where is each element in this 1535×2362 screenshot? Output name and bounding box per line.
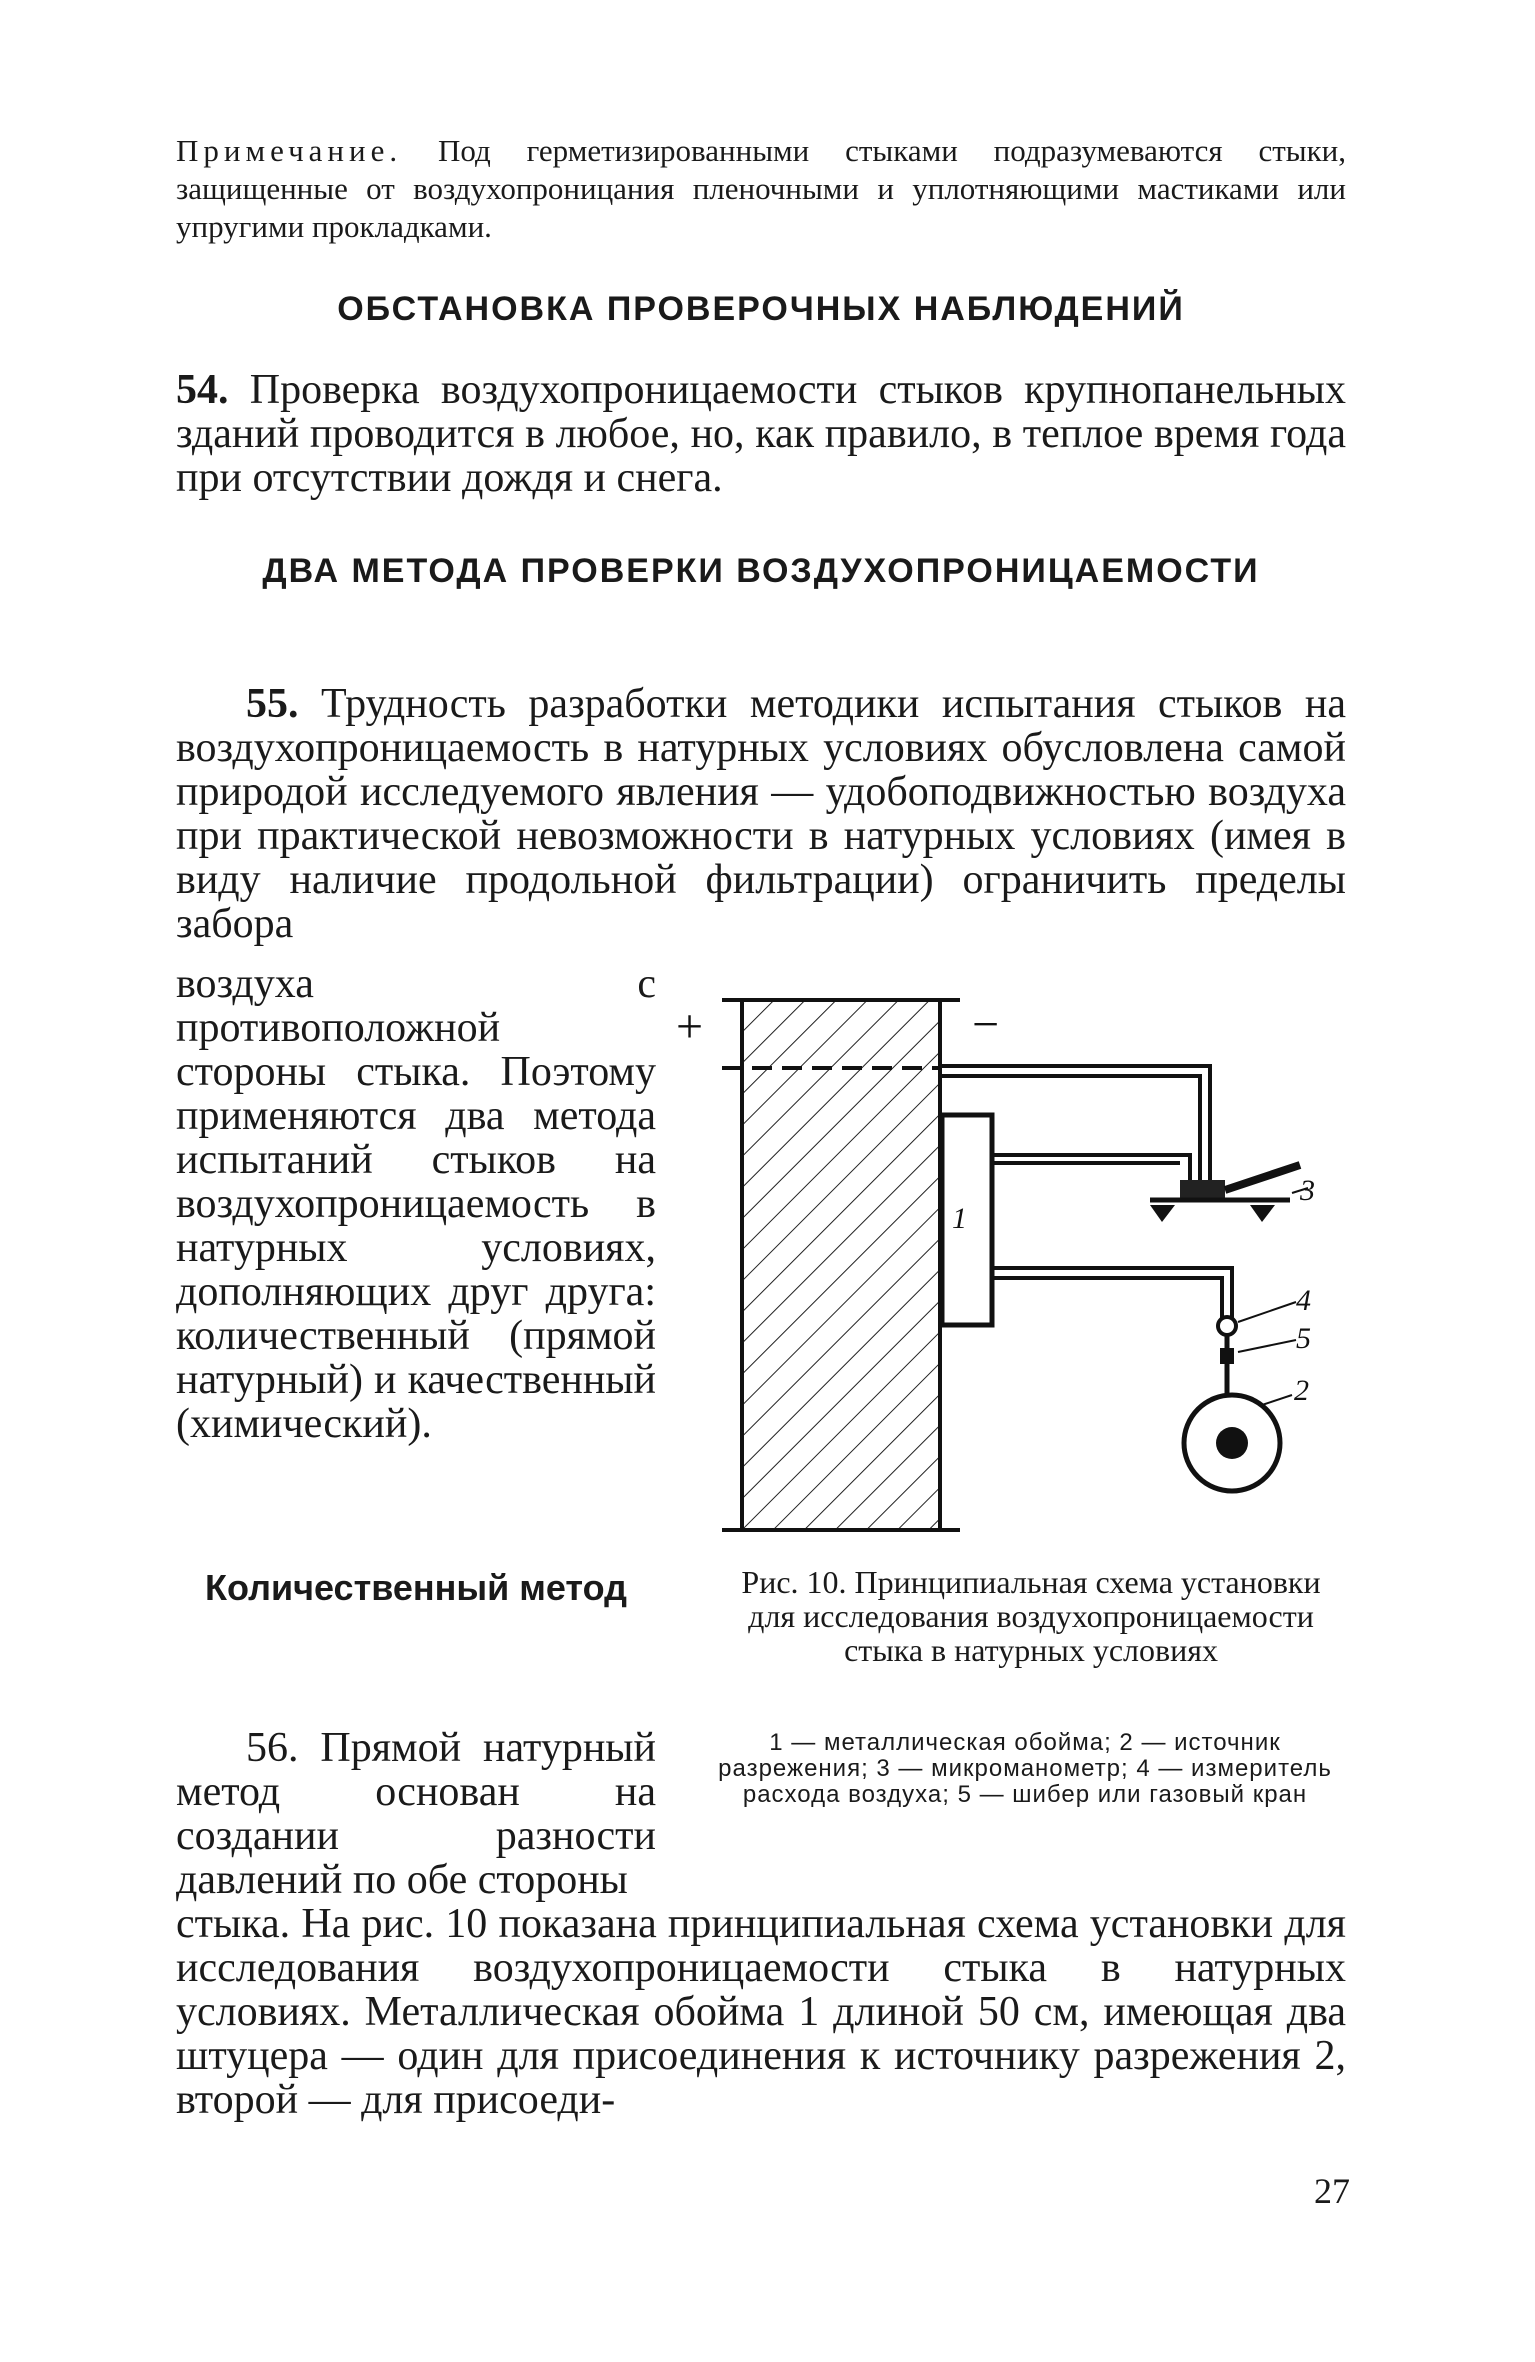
- minus-sign: −: [972, 998, 1000, 1051]
- subsection-heading-quantitative: Количественный метод: [205, 1567, 627, 1608]
- paragraph-56-continued: стыка. На рис. 10 показана принципиальная схема установки для исследования воздухопроницаемости стыка в натурных условиях. Металлическая обойма 1 длиной 50 см, имеющая два штуцера — один для присоединения к источнику разрежения 2, второй — для присоеди-: [176, 1901, 1346, 2123]
- figure-legend: 1 — металлическая обойма; 2 — источник разрежения; 3 — микроманометр; 4 — измеритель расхода воздуха; 5 — шибер или газовый кран: [718, 1729, 1332, 1808]
- micromanometer: [1150, 1165, 1300, 1222]
- paragraph-56-wrapped: [176, 1726, 656, 1902]
- note-text: Под герметизированными стыками подразумеваются стыки, защищенные от воздухопроницания пленочными и уплотняющими мастиками или упругими прокладками.: [176, 133, 1347, 244]
- paragraph-55-text: Трудность разработки методики испытания стыков на воздухопроницаемость в натурных условиях обусловлена самой природой исследуемого явления — удобоподвижностью воздуха при практической невозможности в натурных условиях (имея в виду наличие продольной фильтрации) ограничить пределы забора: [176, 681, 1346, 947]
- plus-sign: +: [676, 1000, 704, 1053]
- label-1: 1: [952, 1202, 967, 1235]
- label-5: 5: [1296, 1322, 1311, 1355]
- paragraph-56-wrap-text: Прямой натурный метод основан на создании разности давлений по обе стороны: [176, 1725, 656, 1903]
- section-heading-two-methods: ДВА МЕТОДА ПРОВЕРКИ ВОЗДУХОПРОНИЦАЕМОСТИ: [262, 552, 1260, 590]
- gas-valve: [1220, 1348, 1234, 1364]
- pipe-clamp-manometer: [992, 1155, 1190, 1185]
- label-2: 2: [1294, 1374, 1309, 1407]
- label-4: 4: [1296, 1284, 1311, 1317]
- paragraph-54-number: 54.: [176, 367, 229, 413]
- paragraph-55-wrapped: воздуха с противоположной стороны стыка. Поэтому применяются два метода испытаний стыков на воздухопроницаемость в натурных условиях, дополняющих друг друга: количественный (прямой натурный) и качественный (химический).: [176, 961, 656, 1447]
- section-heading-observations: ОБСТАНОВКА ПРОВЕРОЧНЫХ НАБЛЮДЕНИЙ: [337, 290, 1185, 328]
- paragraph-55-number: 55.: [246, 681, 299, 727]
- air-flow-meter: [1218, 1317, 1236, 1335]
- wall-section: [742, 1000, 940, 1530]
- label-3: 3: [1300, 1174, 1315, 1207]
- figure-caption: Рис. 10. Принципиальная схема установки для исследования воздухопроницаемости стыка в натурных условиях: [741, 1564, 1321, 1668]
- paragraph-54-text: Проверка воздухопроницаемости стыков крупнопанельных зданий проводится в любое, но, как правило, в теплое время года при отсутствии дождя и снега.: [176, 367, 1346, 501]
- paragraph-56-number: 56.: [246, 1725, 299, 1771]
- note-lead: Примечание.: [176, 133, 403, 168]
- pipe-clamp-source: [992, 1268, 1232, 1320]
- metal-clamp: [942, 1115, 992, 1325]
- page-number: 27: [1314, 2171, 1350, 2211]
